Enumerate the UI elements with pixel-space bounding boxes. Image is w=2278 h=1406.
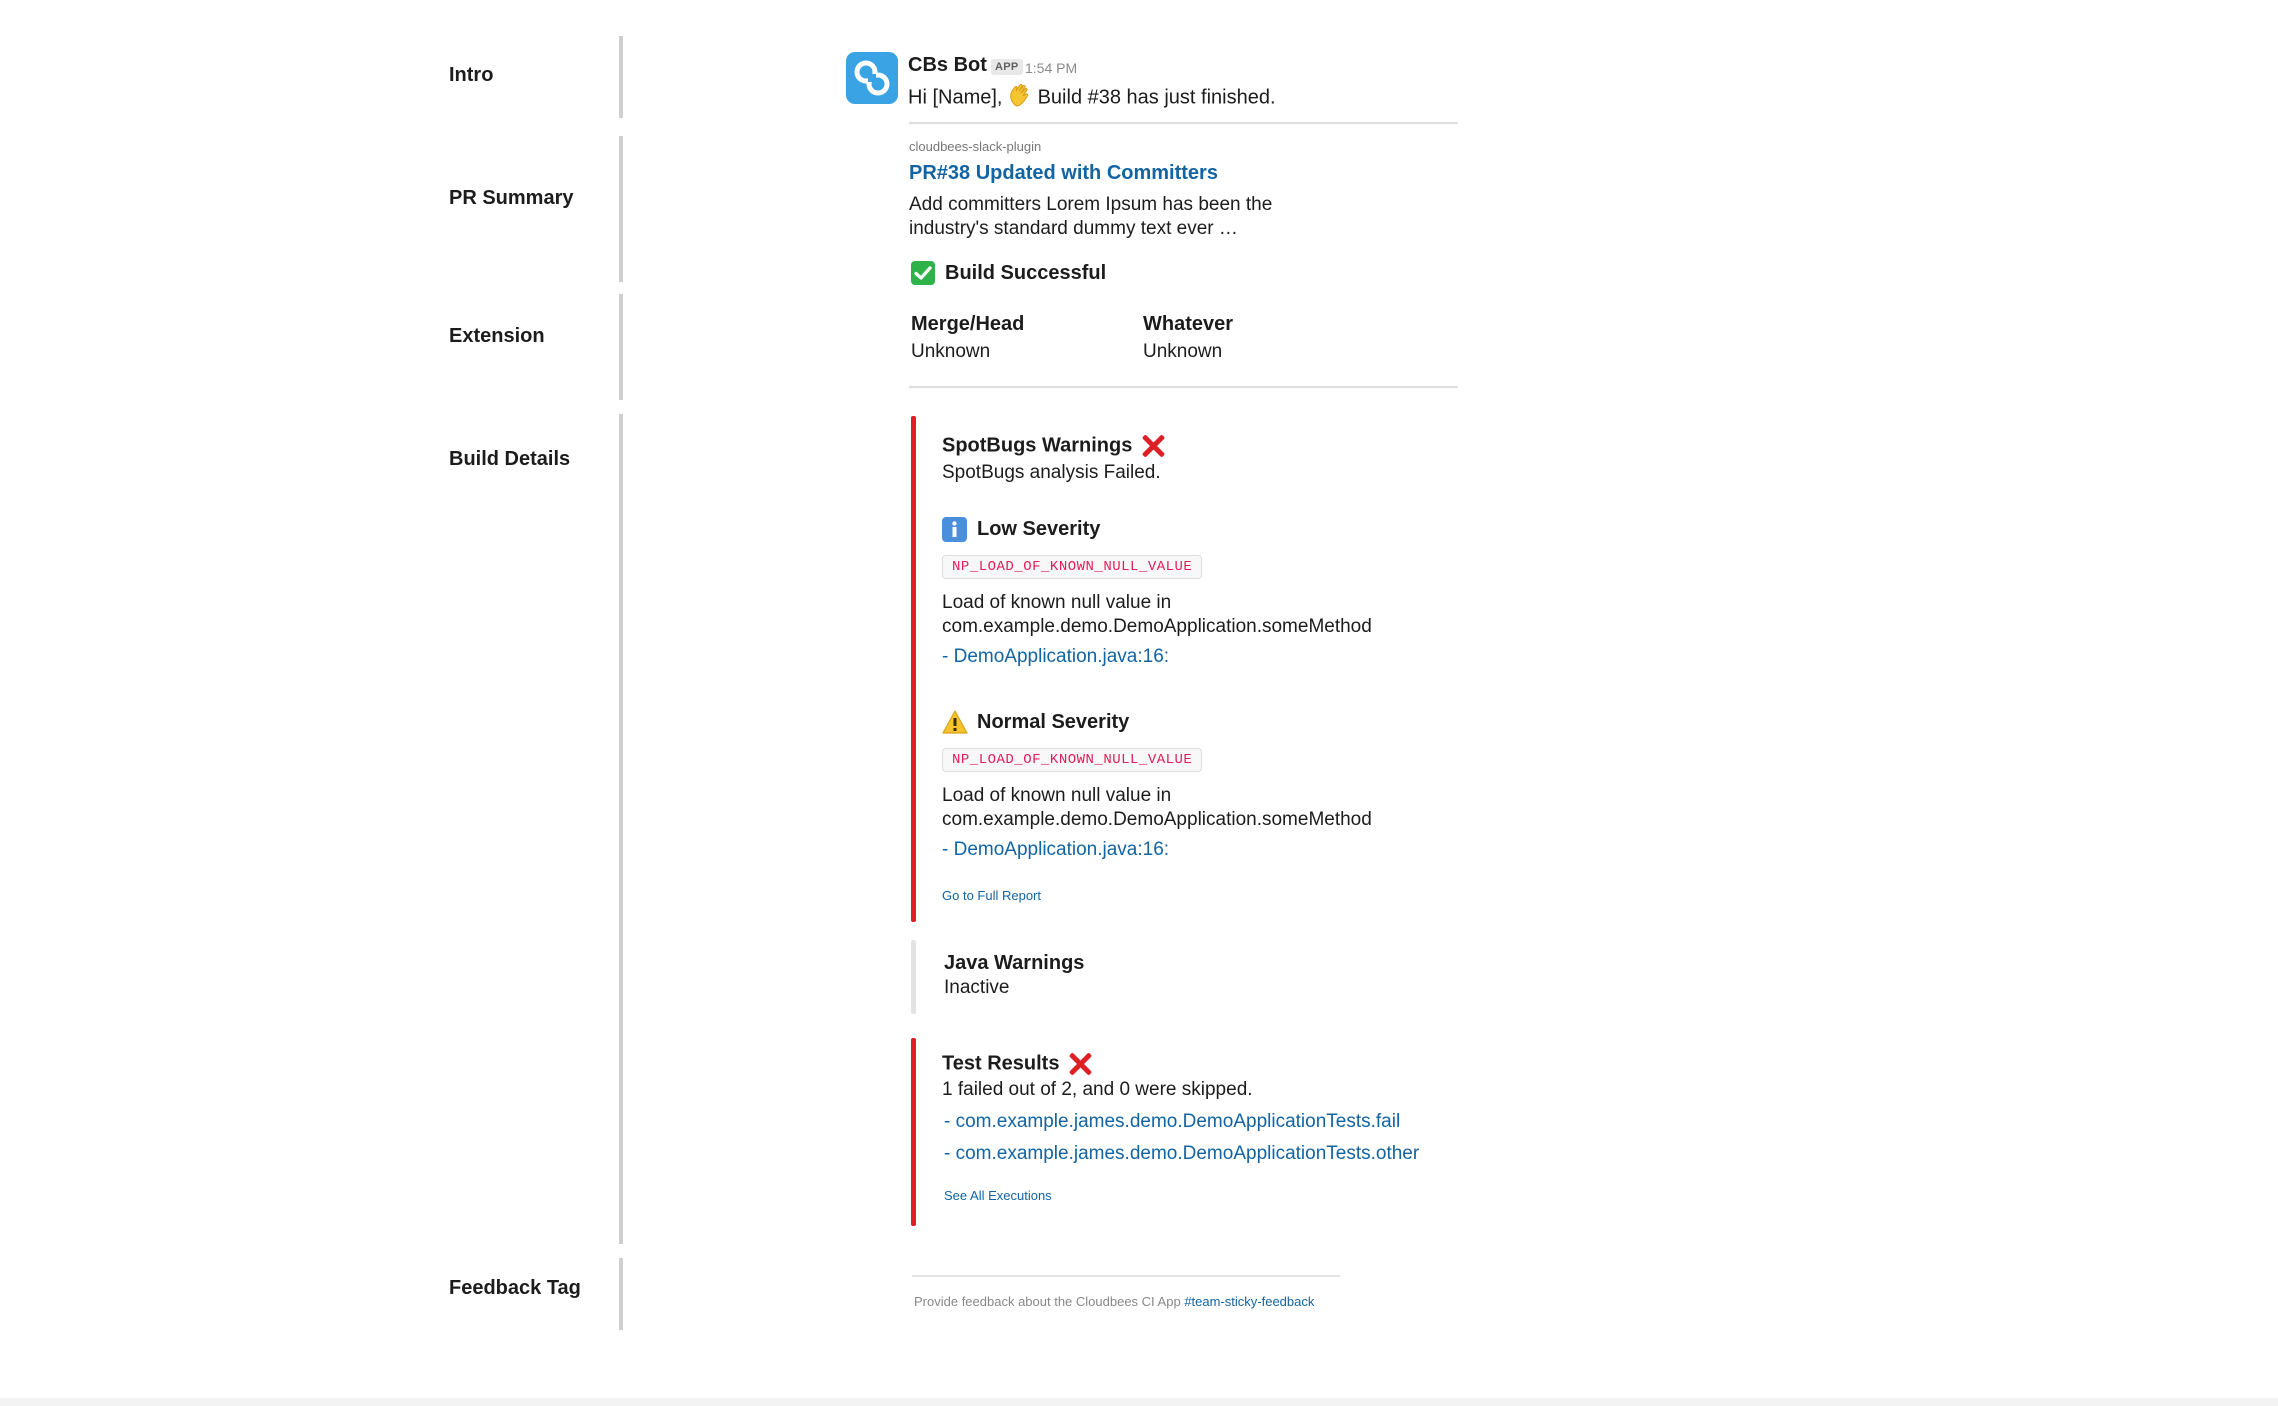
section-divider (619, 136, 623, 282)
java-warnings-title: Java Warnings (944, 952, 1085, 974)
pr-description-line2: industry's standard dummy text ever … (909, 218, 1238, 239)
low-severity-desc-line2: com.example.demo.DemoApplication.someMethod (942, 616, 1372, 637)
divider (909, 386, 1458, 388)
section-label-extension: Extension (449, 325, 545, 347)
normal-severity-source-link[interactable]: - DemoApplication.java:16: (942, 839, 1170, 860)
field-value-merge-head: Unknown (911, 341, 991, 362)
failure-attachment-bar (911, 1038, 916, 1226)
test-results-title (942, 1051, 1093, 1077)
field-label-whatever: Whatever (1143, 313, 1234, 335)
normal-severity-code: NP_LOAD_OF_KNOWN_NULL_VALUE (942, 748, 1202, 772)
low-severity-desc-line1: Load of known null value in (942, 592, 1172, 613)
failure-attachment-bar (911, 416, 916, 922)
spotbugs-title-text: SpotBugs Warnings (942, 434, 1133, 457)
pr-description-line1: Add committers Lorem Ipsum has been the (909, 194, 1273, 215)
divider (909, 122, 1458, 124)
section-divider (619, 36, 623, 118)
divider (912, 1275, 1340, 1277)
bot-name[interactable]: CBs Bot (908, 54, 987, 76)
test-results-summary: 1 failed out of 2, and 0 were skipped. (942, 1079, 1253, 1100)
bottom-edge (0, 1398, 2278, 1406)
repo-name: cloudbees-slack-plugin (909, 139, 1042, 154)
feedback-channel-link[interactable]: #team-sticky-feedback (1184, 1294, 1315, 1309)
info-icon (942, 517, 967, 542)
greeting-prefix: Hi [Name], (908, 86, 1003, 109)
field-label-merge-head: Merge/Head (911, 313, 1025, 335)
pr-title-link[interactable]: PR#38 Updated with Committers (909, 162, 1218, 184)
normal-severity-desc-line1: Load of known null value in (942, 785, 1172, 806)
spotbugs-title (942, 433, 1166, 459)
spotbugs-subtitle: SpotBugs analysis Failed. (942, 462, 1161, 483)
message-timestamp[interactable]: 1:54 PM (1025, 60, 1078, 76)
full-report-link[interactable]: Go to Full Report (942, 888, 1041, 903)
section-label-build-details: Build Details (449, 448, 571, 470)
cross-mark-icon (1140, 433, 1166, 459)
normal-severity-title: Normal Severity (977, 711, 1130, 733)
section-label-feedback-tag: Feedback Tag (449, 1277, 581, 1299)
section-label-pr-summary: PR Summary (449, 187, 574, 209)
warning-icon (942, 710, 968, 734)
greeting-suffix: Build #38 has just finished. (1037, 86, 1276, 109)
section-divider (619, 1258, 623, 1330)
low-severity-title: Low Severity (977, 518, 1101, 540)
failed-test-link[interactable]: - com.example.james.demo.DemoApplicationTests.fail (944, 1111, 1401, 1132)
greeting-text (908, 82, 1276, 114)
section-divider (619, 414, 623, 1244)
low-severity-source-link[interactable]: - DemoApplication.java:16: (942, 646, 1170, 667)
see-all-executions-link[interactable]: See All Executions (944, 1188, 1052, 1203)
neutral-attachment-bar (911, 940, 916, 1014)
test-link[interactable]: - com.example.james.demo.DemoApplicationTests.other (944, 1143, 1420, 1164)
java-warnings-status: Inactive (944, 977, 1010, 998)
section-label-intro: Intro (449, 64, 494, 86)
app-badge: APP (991, 59, 1023, 75)
feedback-footer (914, 1294, 1314, 1309)
normal-severity-desc-line2: com.example.demo.DemoApplication.someMethod (942, 809, 1372, 830)
check-mark-icon (911, 261, 935, 285)
cross-mark-icon (1067, 1051, 1093, 1077)
test-results-title-text: Test Results (942, 1052, 1060, 1075)
waving-hand-icon (1008, 82, 1032, 114)
field-value-whatever: Unknown (1143, 341, 1223, 362)
feedback-text: Provide feedback about the Cloudbees CI App (914, 1294, 1181, 1309)
low-severity-code: NP_LOAD_OF_KNOWN_NULL_VALUE (942, 555, 1202, 579)
build-status: Build Successful (945, 262, 1107, 284)
cloudbees-logo-icon[interactable] (846, 52, 898, 104)
section-divider (619, 294, 623, 400)
